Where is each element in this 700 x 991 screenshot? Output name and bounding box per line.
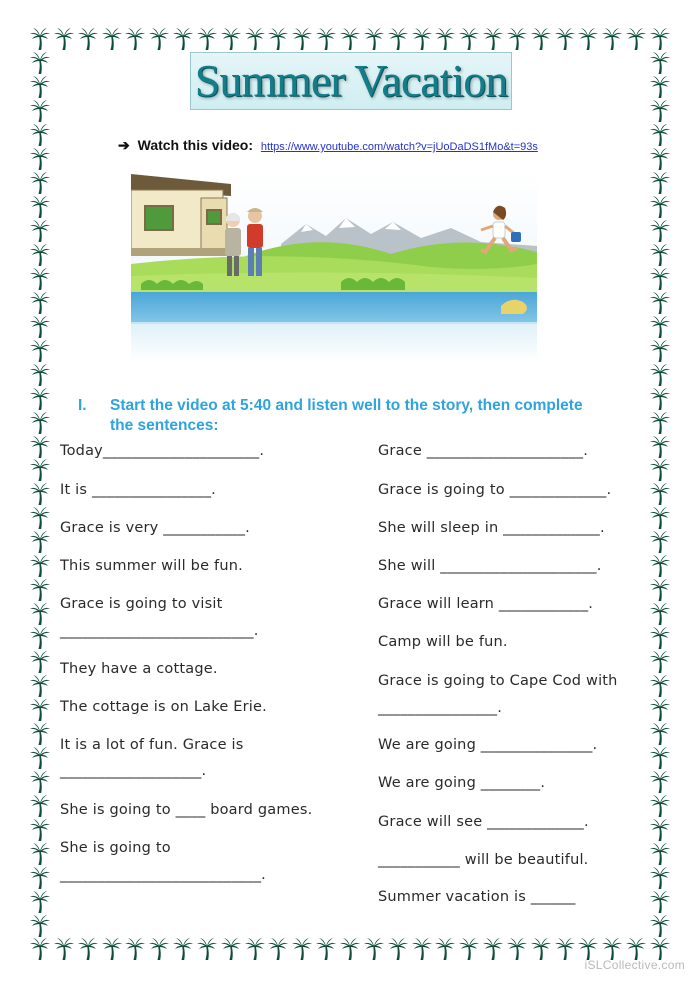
palm-border-right — [650, 52, 670, 937]
palm-tree-icon — [30, 555, 50, 577]
palm-border-top — [30, 28, 670, 50]
palm-tree-icon — [316, 938, 336, 960]
palm-tree-icon — [650, 388, 670, 410]
cottage — [131, 174, 231, 256]
palm-tree-icon — [650, 675, 670, 697]
palm-tree-icon — [650, 627, 670, 649]
palm-tree-icon — [30, 244, 50, 266]
palm-tree-icon — [30, 915, 50, 937]
watermark-logo: iSLCollective.com — [584, 958, 685, 972]
left-sentence: She is going to — [60, 840, 171, 856]
palm-tree-icon — [173, 938, 193, 960]
palm-tree-icon — [650, 483, 670, 505]
right-sentence: Grace will see _____________. — [378, 814, 589, 830]
palm-tree-icon — [650, 196, 670, 218]
palm-tree-icon — [30, 723, 50, 745]
palm-tree-icon — [340, 938, 360, 960]
palm-tree-icon — [268, 938, 288, 960]
palm-tree-icon — [650, 220, 670, 242]
story-illustration — [131, 172, 537, 362]
palm-tree-icon — [30, 340, 50, 362]
left-sentence: This summer will be fun. — [60, 558, 243, 574]
left-sentence: They have a cottage. — [60, 661, 218, 677]
palm-tree-icon — [650, 436, 670, 458]
palm-tree-icon — [54, 28, 74, 50]
palm-tree-icon — [30, 531, 50, 553]
palm-tree-icon — [650, 579, 670, 601]
palm-tree-icon — [650, 124, 670, 146]
section-number: I. — [78, 397, 87, 414]
palm-tree-icon — [578, 938, 598, 960]
right-sentence: Grace _____________________. — [378, 443, 589, 459]
palm-tree-icon — [30, 819, 50, 841]
palm-tree-icon — [30, 747, 50, 769]
palm-tree-icon — [78, 938, 98, 960]
palm-tree-icon — [30, 364, 50, 386]
palm-tree-icon — [650, 268, 670, 290]
palm-tree-icon — [30, 891, 50, 913]
palm-tree-icon — [30, 867, 50, 889]
palm-tree-icon — [30, 220, 50, 242]
right-sentence: We are going _______________. — [378, 737, 598, 753]
palm-tree-icon — [459, 938, 479, 960]
right-sentence: She will sleep in _____________. — [378, 520, 605, 536]
watch-video-line — [118, 137, 538, 154]
palm-tree-icon — [30, 627, 50, 649]
palm-tree-icon — [650, 172, 670, 194]
palm-tree-icon — [650, 867, 670, 889]
palm-tree-icon — [340, 28, 360, 50]
palm-tree-icon — [30, 148, 50, 170]
palm-tree-icon — [30, 843, 50, 865]
palm-tree-icon — [483, 28, 503, 50]
palm-tree-icon — [30, 579, 50, 601]
palm-tree-icon — [483, 938, 503, 960]
palm-tree-icon — [650, 938, 670, 960]
palm-tree-icon — [316, 28, 336, 50]
palm-tree-icon — [650, 340, 670, 362]
left-sentence: __________________________. — [60, 623, 259, 639]
palm-tree-icon — [78, 28, 98, 50]
right-sentence: Grace is going to _____________. — [378, 482, 612, 498]
palm-tree-icon — [30, 675, 50, 697]
palm-border-left — [30, 52, 50, 937]
palm-tree-icon — [650, 699, 670, 721]
palm-tree-icon — [650, 412, 670, 434]
palm-tree-icon — [650, 819, 670, 841]
palm-tree-icon — [650, 795, 670, 817]
palm-tree-icon — [149, 28, 169, 50]
palm-border-bottom — [30, 938, 670, 960]
palm-tree-icon — [650, 316, 670, 338]
palm-tree-icon — [197, 28, 217, 50]
palm-tree-icon — [650, 603, 670, 625]
palm-tree-icon — [221, 28, 241, 50]
palm-tree-icon — [197, 938, 217, 960]
palm-tree-icon — [531, 28, 551, 50]
watch-label: Watch this video: — [137, 137, 254, 153]
palm-tree-icon — [650, 891, 670, 913]
palm-tree-icon — [650, 843, 670, 865]
palm-tree-icon — [102, 28, 122, 50]
palm-tree-icon — [650, 723, 670, 745]
left-sentence: ___________________________. — [60, 867, 266, 883]
right-sentence: Summer vacation is ______ — [378, 889, 576, 905]
palm-tree-icon — [173, 28, 193, 50]
palm-tree-icon — [245, 28, 265, 50]
palm-tree-icon — [364, 938, 384, 960]
palm-tree-icon — [292, 938, 312, 960]
palm-tree-icon — [30, 771, 50, 793]
left-sentence: ___________________. — [60, 763, 207, 779]
palm-tree-icon — [292, 28, 312, 50]
palm-tree-icon — [555, 28, 575, 50]
palm-tree-icon — [30, 100, 50, 122]
palm-tree-icon — [650, 555, 670, 577]
section-instruction — [78, 396, 638, 436]
arrow-icon: ➔ — [118, 137, 130, 153]
palm-tree-icon — [650, 459, 670, 481]
left-sentence: She is going to ____ board games. — [60, 802, 313, 818]
left-sentence: Today_____________________. — [60, 443, 265, 459]
palm-tree-icon — [30, 268, 50, 290]
palm-tree-icon — [388, 938, 408, 960]
palm-tree-icon — [602, 28, 622, 50]
palm-tree-icon — [30, 52, 50, 74]
palm-tree-icon — [125, 28, 145, 50]
palm-tree-icon — [650, 100, 670, 122]
palm-tree-icon — [602, 938, 622, 960]
palm-tree-icon — [650, 507, 670, 529]
left-sentence: It is ________________. — [60, 482, 216, 498]
palm-tree-icon — [30, 436, 50, 458]
lake — [131, 292, 537, 324]
right-sentence: Grace will learn ____________. — [378, 596, 594, 612]
palm-tree-icon — [531, 938, 551, 960]
palm-tree-icon — [30, 388, 50, 410]
page-title: Summer Vacation — [190, 52, 512, 110]
palm-tree-icon — [30, 316, 50, 338]
right-sentence: Camp will be fun. — [378, 634, 508, 650]
palm-tree-icon — [30, 28, 50, 50]
palm-tree-icon — [30, 938, 50, 960]
palm-tree-icon — [245, 938, 265, 960]
instruction-line-2: the sentences: — [110, 417, 219, 434]
palm-tree-icon — [650, 28, 670, 50]
left-sentence: It is a lot of fun. Grace is — [60, 737, 244, 753]
palm-tree-icon — [54, 938, 74, 960]
palm-tree-icon — [650, 747, 670, 769]
palm-tree-icon — [30, 172, 50, 194]
palm-tree-icon — [650, 651, 670, 673]
palm-tree-icon — [30, 76, 50, 98]
palm-tree-icon — [507, 28, 527, 50]
palm-tree-icon — [507, 938, 527, 960]
palm-tree-icon — [650, 771, 670, 793]
palm-tree-icon — [650, 915, 670, 937]
palm-tree-icon — [650, 364, 670, 386]
palm-tree-icon — [30, 699, 50, 721]
right-sentence: ________________. — [378, 700, 503, 716]
palm-tree-icon — [30, 483, 50, 505]
palm-tree-icon — [30, 507, 50, 529]
right-sentence: Grace is going to Cape Cod with — [378, 673, 618, 689]
instruction-line-1: Start the video at 5:40 and listen well to the story, then complete — [110, 397, 583, 414]
palm-tree-icon — [149, 938, 169, 960]
left-sentence: The cottage is on Lake Erie. — [60, 699, 267, 715]
palm-tree-icon — [30, 196, 50, 218]
palm-tree-icon — [555, 938, 575, 960]
palm-tree-icon — [650, 52, 670, 74]
palm-tree-icon — [650, 531, 670, 553]
palm-tree-icon — [221, 938, 241, 960]
palm-tree-icon — [459, 28, 479, 50]
palm-tree-icon — [650, 244, 670, 266]
palm-tree-icon — [30, 292, 50, 314]
palm-tree-icon — [125, 938, 145, 960]
right-sentence: ___________ will be beautiful. — [378, 852, 589, 868]
right-sentence: She will _____________________. — [378, 558, 602, 574]
right-sentence: We are going ________. — [378, 775, 546, 791]
palm-tree-icon — [30, 795, 50, 817]
palm-tree-icon — [650, 292, 670, 314]
palm-tree-icon — [388, 28, 408, 50]
palm-tree-icon — [650, 148, 670, 170]
palm-tree-icon — [364, 28, 384, 50]
palm-tree-icon — [30, 459, 50, 481]
palm-tree-icon — [102, 938, 122, 960]
palm-tree-icon — [435, 938, 455, 960]
palm-tree-icon — [435, 28, 455, 50]
left-sentence: Grace is very ___________. — [60, 520, 250, 536]
palm-tree-icon — [268, 28, 288, 50]
palm-tree-icon — [626, 28, 646, 50]
palm-tree-icon — [30, 412, 50, 434]
palm-tree-icon — [578, 28, 598, 50]
palm-tree-icon — [650, 76, 670, 98]
palm-tree-icon — [30, 651, 50, 673]
palm-tree-icon — [30, 603, 50, 625]
palm-tree-icon — [412, 938, 432, 960]
palm-tree-icon — [30, 124, 50, 146]
left-sentence: Grace is going to visit — [60, 596, 223, 612]
video-link[interactable]: https://www.youtube.com/watch?v=jUoDaDS1fMo&t=93s — [260, 141, 538, 153]
palm-tree-icon — [626, 938, 646, 960]
palm-tree-icon — [412, 28, 432, 50]
